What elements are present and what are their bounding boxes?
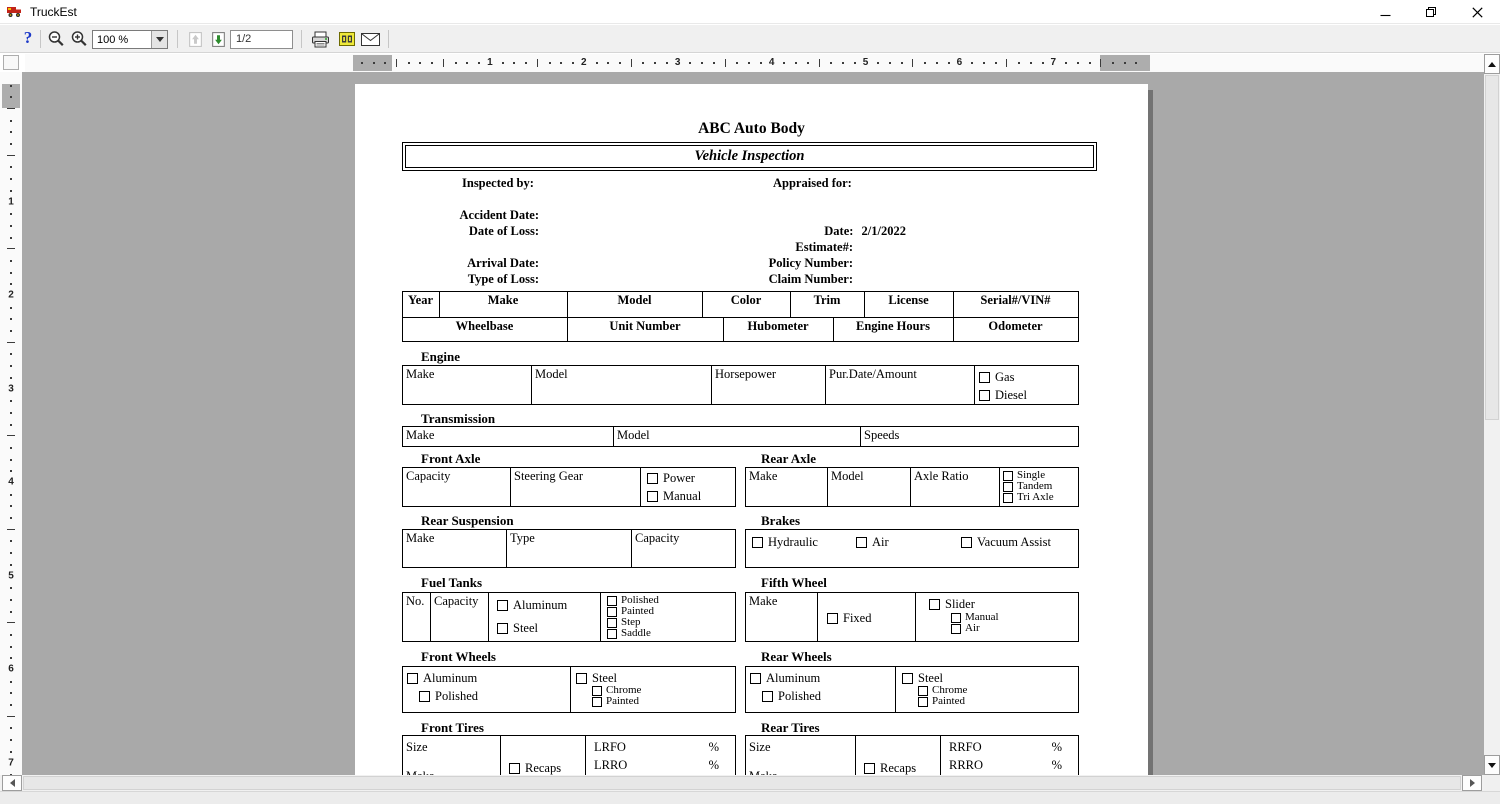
scrollbar-corner [1484,775,1500,791]
polished-checkbox: Polished [762,690,821,702]
transmission-section-label: Transmission [421,411,496,426]
arrival-date-label: Arrival Date: [467,256,539,270]
checkbox-icon [951,624,961,634]
front-axle-section-label: Front Axle [421,451,481,466]
checkbox-icon [592,686,602,696]
close-icon [1472,7,1483,18]
engine-fuel-type-cell [975,366,1079,405]
fifth-wheel-section-label: Fifth Wheel [761,575,827,590]
front-wheels-aluminum-cell [403,667,571,713]
slider-air-checkbox: Air [951,623,980,634]
envelope-icon [361,33,380,46]
page-indicator-value: 1/2 [236,33,252,45]
checkbox-icon [750,673,761,684]
checkbox-icon [497,600,508,611]
checkbox-icon [752,537,763,548]
checkbox-icon [918,697,928,707]
arrow-right-icon [1470,779,1475,787]
front-wheels-steel-cell [571,667,736,713]
rear-wheels-table [745,666,1079,713]
vehicle-unit-number-cell: Unit Number [568,318,724,342]
form-title-box [402,142,1097,171]
checkbox-icon [647,473,658,484]
aluminum-checkbox: Aluminum [407,672,477,684]
horizontal-ruler: 1 2 3 4 5 6 7 [25,54,1484,72]
size-label: Size [749,740,771,754]
vertical-scroll-thumb[interactable] [1485,75,1499,420]
fifth-wheel-table [745,592,1079,642]
checkbox-icon [961,537,972,548]
gas-checkbox: Gas [979,371,1014,383]
fifth-wheel-make-cell: Make [746,593,818,642]
air-checkbox: Air [856,536,889,548]
rear-axle-table [745,467,1079,507]
checkbox-icon [856,537,867,548]
fuel-tanks-section-label: Fuel Tanks [421,575,483,590]
checkbox-icon [1003,493,1013,503]
checkbox-icon [1003,482,1013,492]
rear-axle-make-cell: Make [746,468,828,507]
previous-page-button[interactable] [185,30,205,48]
form-title: Vehicle Inspection [694,148,805,164]
checkbox-icon [979,390,990,401]
polished-checkbox: Polished [419,690,478,702]
horizontal-scrollbar[interactable] [0,775,1484,791]
front-axle-type-cell [641,468,736,507]
slider-manual-checkbox: Manual [951,612,999,623]
toolbar-separator [301,30,302,48]
diesel-checkbox: Diesel [979,389,1027,401]
checkbox-icon [509,763,520,774]
vehicle-trim-cell: Trim [791,292,865,318]
engine-model-cell: Model [532,366,712,405]
rear-axle-ratio-cell: Axle Ratio [911,468,1000,507]
fifth-wheel-fixed-cell [818,593,916,642]
recaps-checkbox: Recaps [864,762,916,774]
transmission-table [402,426,1079,447]
checkbox-icon [607,629,617,639]
vertical-scrollbar[interactable] [1484,54,1500,775]
painted-checkbox: Painted [607,606,654,617]
checkbox-icon [951,613,961,623]
chrome-checkbox: Chrome [592,685,641,696]
toolbar-separator [40,30,41,48]
vehicle-model-cell: Model [568,292,703,318]
aluminum-checkbox: Aluminum [497,599,567,611]
page-down-icon [210,31,227,48]
close-button[interactable] [1454,0,1500,24]
checkbox-icon [607,618,617,628]
toolbar-separator [177,30,178,48]
vehicle-engine-hours-cell: Engine Hours [834,318,954,342]
size-label: Size [406,740,428,754]
steel-checkbox: Steel [497,622,538,634]
checkbox-icon [864,763,875,774]
vehicle-wheelbase-cell: Wheelbase [403,318,568,342]
inspected-by-label: Inspected by: [462,176,534,190]
date-of-loss-label: Date of Loss: [468,224,539,238]
checkbox-icon [918,686,928,696]
checkbox-icon [1003,471,1013,481]
fuel-capacity-cell: Capacity [431,593,489,642]
steel-checkbox: Steel [902,672,943,684]
zoom-in-icon [70,30,88,48]
front-axle-steering-cell: Steering Gear [511,468,641,507]
checkbox-icon [607,607,617,617]
printer-icon [310,31,331,48]
vehicle-license-cell: License [865,292,954,318]
tri-axle-checkbox: Tri Axle [1003,492,1054,503]
checkbox-icon [592,697,602,707]
date-label: Date: [824,224,854,238]
transmission-make-cell: Make [403,427,614,447]
rear-suspension-type-cell: Type [507,530,632,568]
restore-button[interactable] [1408,0,1454,24]
tire-code-row: RRRO % [949,758,1062,772]
vehicle-hubometer-cell: Hubometer [724,318,834,342]
checkbox-icon [419,691,430,702]
rear-suspension-section-label: Rear Suspension [421,513,514,528]
vehicle-make-cell: Make [440,292,568,318]
rear-suspension-table [402,529,736,568]
rear-axle-model-cell: Model [828,468,911,507]
arrow-left-icon [10,779,15,787]
claim-number-label: Claim Number: [768,272,853,286]
fifth-wheel-slider-cell [916,593,1079,642]
page-shadow [1148,90,1153,775]
policy-number-label: Policy Number: [768,256,853,270]
checkbox-icon [407,673,418,684]
zoom-out-icon [47,30,65,48]
next-page-button[interactable] [208,30,228,48]
front-axle-table [402,467,736,507]
vehicle-table-row1 [402,291,1079,318]
vehicle-color-cell: Color [703,292,791,318]
horizontal-scroll-thumb[interactable] [23,776,1461,790]
tire-code-row: LRFO % [594,740,719,754]
fuel-no-cell: No. [403,593,431,642]
checkbox-icon [647,491,658,502]
polished-checkbox: Polished [607,595,659,606]
rear-suspension-make-cell: Make [403,530,507,568]
fuel-tanks-table [402,592,736,642]
restore-icon [1425,6,1437,18]
rear-axle-section-label: Rear Axle [761,451,816,466]
accident-date-label: Accident Date: [459,208,539,222]
recaps-checkbox: Recaps [509,762,561,774]
app-icon [6,4,23,19]
preview-viewport [22,72,1484,775]
page-up-icon [187,31,204,48]
vehicle-odometer-cell: Odometer [954,318,1079,342]
checkbox-icon [576,673,587,684]
vacuum-assist-checkbox: Vacuum Assist [961,536,1051,548]
rear-tires-section-label: Rear Tires [761,720,820,735]
ruler-corner [3,55,19,70]
tire-code-row: RRFO % [949,740,1062,754]
zoom-level-select[interactable] [92,30,168,49]
step-checkbox: Step [607,617,641,628]
painted-checkbox: Painted [918,696,965,707]
window-title: TruckEst [30,4,77,19]
date-value: 2/1/2022 [861,224,906,238]
window-controls [1362,0,1500,24]
print-button[interactable] [308,30,332,48]
vertical-ruler: 1 2 3 4 5 6 7 [0,72,22,775]
brakes-section-label: Brakes [761,513,800,528]
document-page [355,84,1148,775]
fuel-material-cell [489,593,601,642]
minimize-icon [1380,7,1391,18]
front-wheels-table [402,666,736,713]
help-button[interactable]: ? [23,28,33,47]
front-wheels-section-label: Front Wheels [421,649,496,664]
hydraulic-checkbox: Hydraulic [752,536,818,548]
scroll-left-button[interactable] [2,775,22,791]
single-checkbox: Single [1003,470,1045,481]
tire-code-row: LRRO % [594,758,719,772]
toolbar [0,25,1500,53]
vehicle-year-cell: Year [403,292,440,318]
page-indicator-input[interactable] [230,30,293,49]
engine-section-label: Engine [421,349,461,364]
zoom-level-value: 100 % [97,33,129,46]
painted-checkbox: Painted [592,696,639,707]
email-button[interactable] [359,30,381,48]
engine-table [402,365,1079,405]
tandem-checkbox: Tandem [1003,481,1052,492]
fuel-finish-cell [601,593,736,642]
saddle-checkbox: Saddle [607,628,651,639]
toolbar-separator [388,30,389,48]
manual-checkbox: Manual [647,490,701,502]
zoom-in-button[interactable] [69,30,89,48]
rear-axle-config-cell [1000,468,1079,507]
arrow-up-icon [1488,62,1496,67]
engine-horsepower-cell: Horsepower [712,366,826,405]
aluminum-checkbox: Aluminum [750,672,820,684]
front-tires-section-label: Front Tires [421,720,484,735]
vehicle-table-row2 [402,317,1079,342]
type-of-loss-label: Type of Loss: [467,272,539,286]
zoom-out-button[interactable] [46,30,66,48]
title-bar [0,0,1500,24]
brakes-table [745,529,1079,568]
engine-purdate-cell: Pur.Date/Amount [826,366,975,405]
rear-wheels-section-label: Rear Wheels [761,649,832,664]
slider-checkbox: Slider [929,598,975,610]
checkbox-icon [607,596,617,606]
company-name: ABC Auto Body [698,120,805,137]
rear-wheels-aluminum-cell [746,667,896,713]
checkbox-icon [929,599,940,610]
export-icon [339,32,355,46]
scroll-up-button[interactable] [1484,54,1500,74]
checkbox-icon [902,673,913,684]
steel-checkbox: Steel [576,672,617,684]
scroll-down-button[interactable] [1484,755,1500,775]
checkbox-icon [497,623,508,634]
checkbox-icon [762,691,773,702]
fixed-checkbox: Fixed [827,612,871,624]
date-line [355,224,906,238]
checkbox-icon [979,372,990,383]
appraised-for-label: Appraised for: [773,176,852,190]
power-checkbox: Power [647,472,695,484]
vehicle-serial-cell: Serial#/VIN# [954,292,1079,318]
transmission-model-cell: Model [614,427,861,447]
export-button[interactable] [337,30,357,48]
arrow-down-icon [1488,763,1496,768]
chrome-checkbox: Chrome [918,685,967,696]
chevron-down-icon[interactable] [151,31,167,48]
engine-make-cell: Make [403,366,532,405]
checkbox-icon [827,613,838,624]
estimate-label: Estimate#: [795,240,853,254]
minimize-button[interactable] [1362,0,1408,24]
rear-wheels-steel-cell [896,667,1079,713]
transmission-speeds-cell: Speeds [861,427,1079,447]
scroll-right-button[interactable] [1462,775,1482,791]
status-bar [0,791,1500,804]
rear-suspension-capacity-cell: Capacity [632,530,736,568]
front-axle-capacity-cell: Capacity [403,468,511,507]
brakes-cell [746,530,1079,568]
